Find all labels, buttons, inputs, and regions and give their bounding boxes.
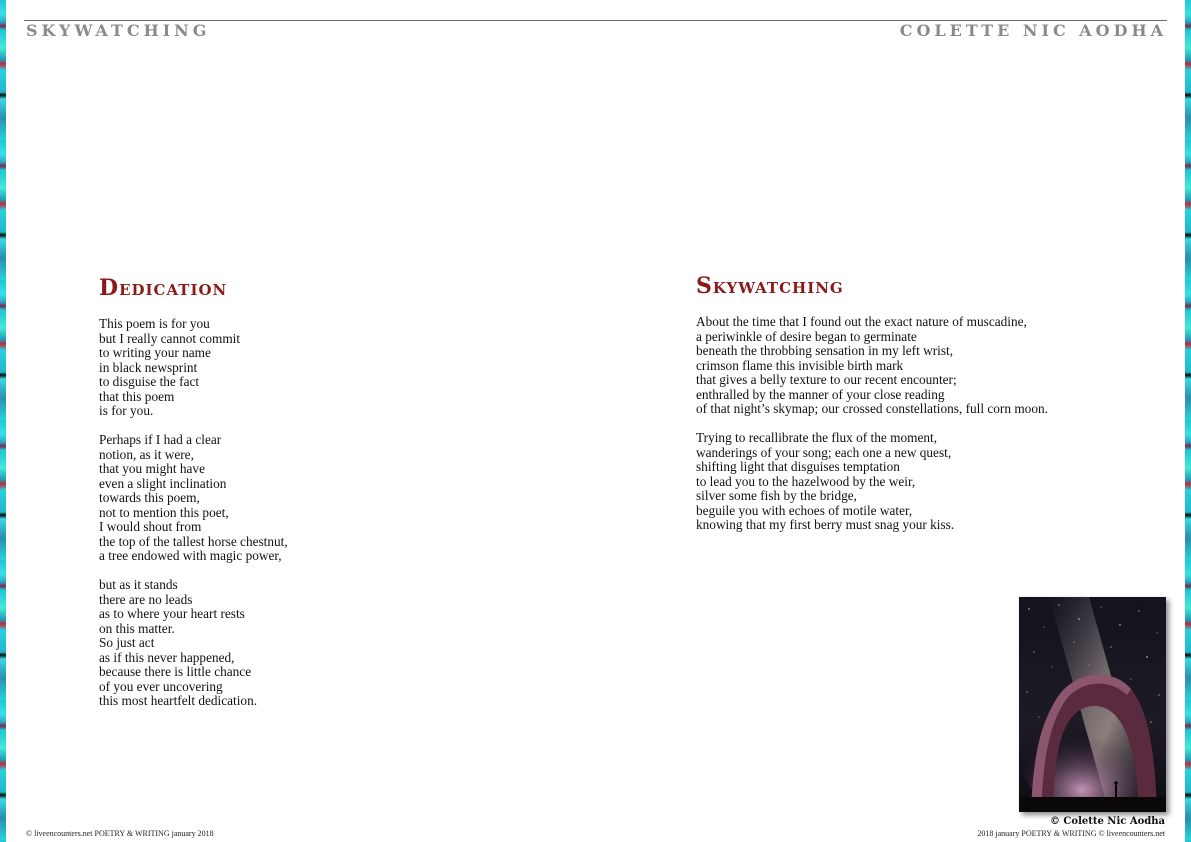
poem-line: About the time that I found out the exact nature of muscadine, bbox=[696, 314, 1027, 329]
right-edge-decoration bbox=[1185, 0, 1191, 842]
poem-line: as if this never happened, bbox=[99, 649, 235, 665]
poem-line: This poem is for you bbox=[99, 316, 210, 331]
poem-line: the top of the tallest horse chestnut, bbox=[99, 533, 288, 549]
poem-line: So just act bbox=[99, 635, 155, 650]
poem-line: towards this poem, bbox=[99, 490, 200, 505]
poem-title: Skywatching bbox=[696, 273, 844, 299]
poem-line: I would shout from bbox=[99, 519, 202, 534]
poem-skywatching bbox=[696, 275, 1048, 547]
poem-body bbox=[696, 315, 1048, 533]
poem-line: not to mention this poet, bbox=[99, 504, 229, 520]
poem-line: a periwinkle of desire began to germinate bbox=[696, 328, 917, 344]
poem-line: to writing your name bbox=[99, 345, 211, 360]
header-section-title: SKYWATCHING bbox=[26, 21, 211, 40]
poem-line: shifting light that disguises temptation bbox=[696, 459, 900, 474]
poem-title: Dedication bbox=[99, 275, 228, 301]
poem-line: beguile you with echoes of motile water, bbox=[696, 502, 913, 518]
poem-line: this most heartfelt dedication. bbox=[99, 693, 258, 708]
poem-line: knowing that my first berry must snag your kiss. bbox=[696, 517, 955, 532]
poem-line: Perhaps if I had a clear bbox=[99, 432, 222, 447]
poem-line: of that night’s skymap; our crossed constellations, full corn moon. bbox=[696, 401, 1048, 416]
poem-line: to disguise the fact bbox=[99, 374, 200, 389]
poem-body bbox=[99, 317, 288, 709]
poem-line: Trying to recallibrate the flux of the moment, bbox=[696, 430, 938, 445]
poem-line: is for you. bbox=[99, 403, 154, 418]
poem-line: that you might have bbox=[99, 461, 205, 476]
stanza bbox=[696, 315, 1048, 417]
stanza bbox=[696, 431, 1048, 533]
poem-line: beneath the throbbing sensation in my left wrist, bbox=[696, 343, 954, 358]
footer-right: 2018 january POETRY & WRITING © liveencounters.net bbox=[977, 829, 1165, 838]
left-edge-decoration bbox=[0, 0, 6, 842]
poem-line: to lead you to the hazelwood by the weir, bbox=[696, 473, 916, 489]
poem-line: but I really cannot commit bbox=[99, 330, 241, 346]
poem-line: but as it stands bbox=[99, 577, 178, 592]
night-sky-arch-photo bbox=[1019, 597, 1166, 812]
poem-line: there are no leads bbox=[99, 591, 193, 607]
stanza bbox=[99, 433, 288, 564]
poem-line: of you ever uncovering bbox=[99, 678, 223, 694]
poem-line: that gives a belly texture to our recent encounter; bbox=[696, 372, 957, 387]
poem-line: wanderings of your song; each one a new quest, bbox=[696, 444, 952, 460]
stanza bbox=[99, 578, 288, 709]
poem-line: on this matter. bbox=[99, 620, 175, 636]
poem-line: even a slight inclination bbox=[99, 475, 227, 491]
poem-line: because there is little chance bbox=[99, 664, 252, 679]
photo-credit: © Colette Nic Aodha bbox=[1049, 816, 1165, 827]
poem-dedication bbox=[99, 277, 288, 723]
poem-line: that this poem bbox=[99, 388, 175, 404]
poem-line: in black newsprint bbox=[99, 359, 198, 375]
header-author-name: COLETTE NIC AODHA bbox=[899, 21, 1167, 40]
footer-left: © liveencounters.net POETRY & WRITING january 2018 bbox=[26, 829, 214, 838]
poem-line: as to where your heart rests bbox=[99, 606, 245, 621]
stanza bbox=[99, 317, 288, 419]
poem-line: a tree endowed with magic power, bbox=[99, 548, 282, 563]
poem-line: silver some fish by the bridge, bbox=[696, 488, 858, 503]
poem-line: enthralled by the manner of your close reading bbox=[696, 386, 945, 402]
poem-line: crimson flame this invisible birth mark bbox=[696, 357, 904, 373]
poem-line: notion, as it were, bbox=[99, 446, 194, 462]
